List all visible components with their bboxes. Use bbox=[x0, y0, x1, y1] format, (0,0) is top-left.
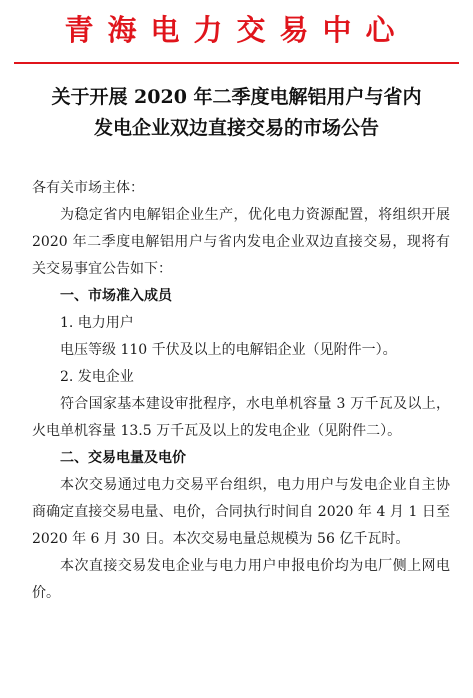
item-label-power-users: 1. 电力用户 bbox=[60, 315, 134, 331]
item-label-generators: 2. 发电企业 bbox=[60, 369, 134, 385]
salutation: 各有关市场主体： bbox=[32, 180, 144, 196]
document-body bbox=[32, 175, 450, 607]
intro-paragraph: 为稳定省内电解铝企业生产，优化电力资源配置，将组织开展 2020 年二季度电解铝用户与省内发电企业双边直接交易，现将有关交易事宜公告如下： bbox=[32, 207, 450, 277]
volume-price-paragraph-1: 本次交易通过电力交易平台组织，电力用户与发电企业自主协商确定直接交易电量、电价，合同执行时间自 2020 年 4 月 1 日至 2020 年 6 月 30 日。本次交易电量总规模为 56 亿千瓦时。 bbox=[32, 477, 450, 547]
item-text-generators: 符合国家基本建设审批程序，水电单机容量 3 万千瓦及以上，火电单机容量 13.5 万千瓦及以上的发电企业（见附件二）。 bbox=[32, 396, 450, 439]
item-text-power-users: 电压等级 110 千伏及以上的电解铝企业（见附件一）。 bbox=[60, 342, 397, 358]
document-title bbox=[24, 82, 449, 144]
volume-price-paragraph-2: 本次直接交易发电企业与电力用户申报电价均为电厂侧上网电价。 bbox=[32, 558, 450, 601]
title-line-2: 发电企业双边直接交易的市场公告 bbox=[93, 117, 379, 139]
section-heading-volume-price: 二、交易电量及电价 bbox=[60, 450, 186, 466]
header-divider bbox=[14, 62, 459, 64]
org-header: 青海电力交易中心 bbox=[64, 13, 409, 47]
title-line-1: 关于开展 2020 年二季度电解铝用户与省内 bbox=[51, 86, 422, 108]
section-heading-market-members: 一、市场准入成员 bbox=[60, 288, 172, 304]
